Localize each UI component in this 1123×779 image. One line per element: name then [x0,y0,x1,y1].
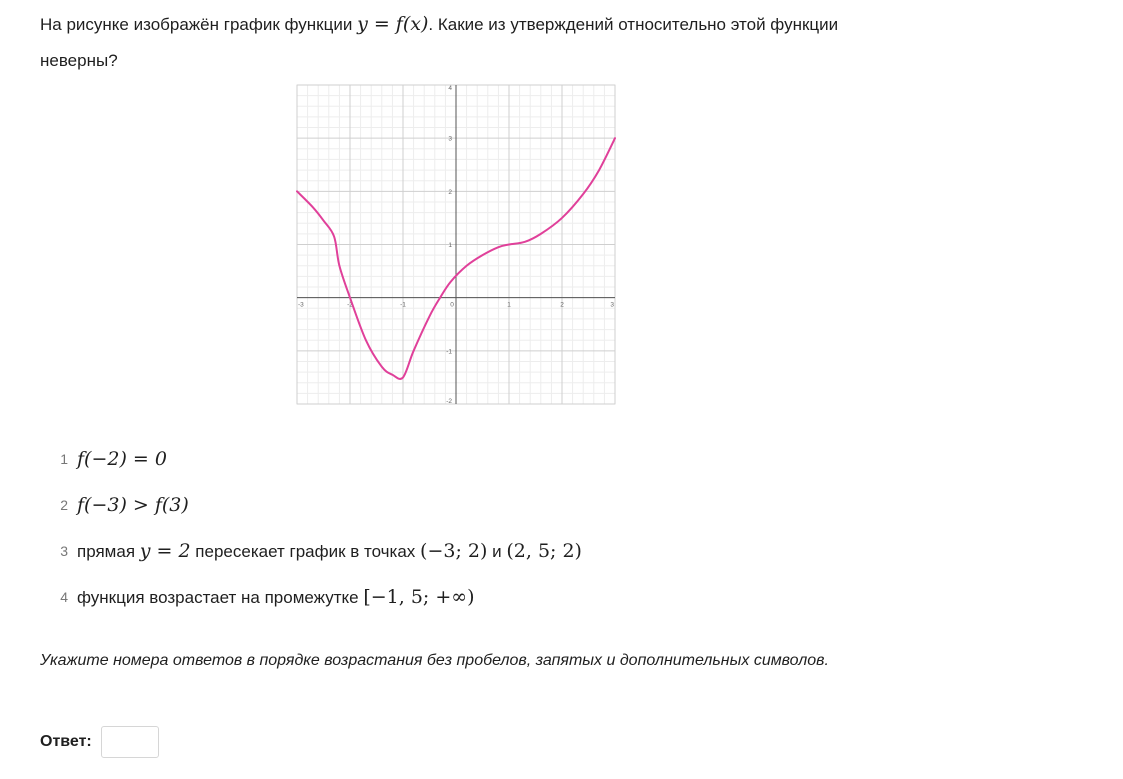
option-math: (2, 5; 2) [506,540,582,562]
y-tick-label: -1 [446,348,452,356]
x-tick-label: 2 [560,301,564,309]
option-number: 2 [60,497,68,513]
x-tick-label: 1 [507,301,511,309]
question-formula: y = f(x) [357,13,429,35]
x-tick-label: 3 [610,301,614,309]
option-number: 1 [60,451,68,467]
option-math: y = 2 [139,540,191,562]
option-text [77,586,475,608]
option-1 [40,436,940,482]
answer-row [40,726,159,758]
options-list [40,436,940,620]
option-text [77,494,189,516]
option-number: 4 [60,589,68,605]
question-part2: . Какие из утверждений относительно этой функции неверны? [40,15,839,70]
function-graph [296,84,616,405]
x-tick-label: 0 [450,301,454,309]
option-math: [−1, 5; +∞) [363,586,475,608]
option-4 [40,574,940,620]
option-words: пересекает график в точках [190,542,421,561]
option-words: функция возрастает на промежутке [77,588,364,607]
answer-input[interactable] [101,726,159,758]
y-tick-label: 4 [448,85,452,92]
option-2 [40,482,940,528]
answer-label: Ответ: [40,733,92,750]
instruction-text: Укажите номера ответов в порядке возрастания без пробелов, запятых и дополнительных символов. [40,652,829,669]
x-tick-label: -2 [347,301,353,309]
option-3 [40,528,940,574]
option-math: f(−3) > f(3) [77,494,189,516]
x-tick-label: -3 [298,301,304,309]
x-tick-label: -1 [400,301,406,309]
option-words: прямая [77,542,140,561]
option-math: (−3; 2) [420,540,488,562]
y-tick-label: 3 [448,135,452,143]
option-text [77,540,582,562]
option-math: f(−2) = 0 [77,448,167,470]
question-part1: На рисунке изображён график функции [40,15,358,34]
question-text [40,6,860,79]
option-words: и [487,542,507,561]
y-tick-label: 1 [448,242,452,249]
option-text [77,448,167,470]
y-tick-label: -2 [446,398,452,405]
y-tick-label: 2 [448,188,452,196]
option-number: 3 [60,543,68,559]
